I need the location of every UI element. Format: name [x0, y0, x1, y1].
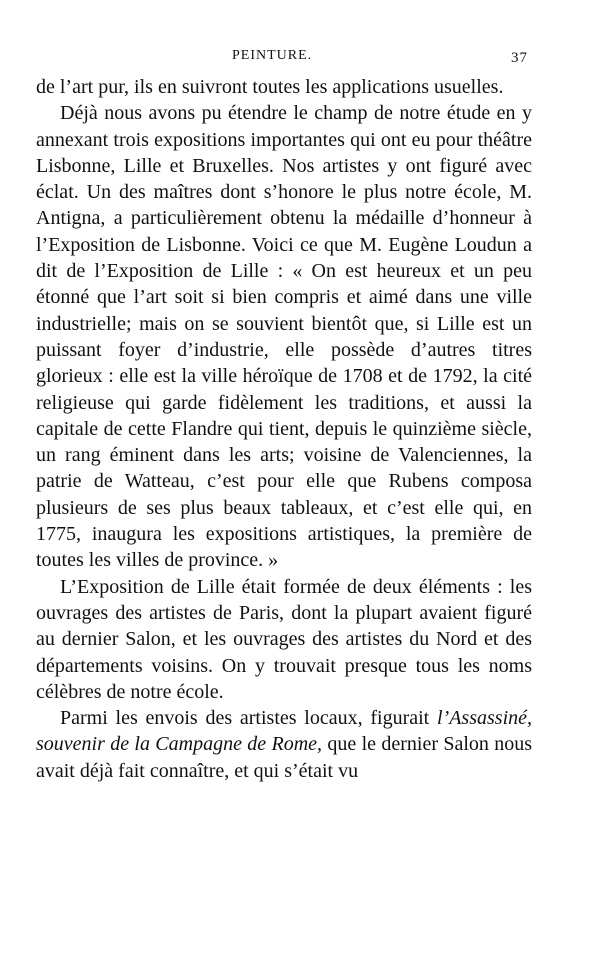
page-header [36, 44, 532, 70]
artwork-title: l’Assassiné, souvenir de la Campagne de Rome, [36, 707, 532, 756]
body-text [36, 74, 532, 784]
paragraph-envois-end: que le dernier Salon nous avait déjà fait connaître, et qui s’était vu [36, 733, 533, 782]
paragraph-envois [36, 705, 532, 784]
running-head: PEINTURE. [232, 48, 313, 63]
paragraph-expositions: Déjà nous avons pu étendre le champ de notre étude en y annexant trois expositions importantes qui ont eu pour théâtre Lisbonne, Lille et Bruxelles. Nos artistes y ont figuré avec éclat. Un des maîtres dont s’honore le plus notre école, M. Antigna, a particulièrement obtenu la médaille d’honneur à l’Exposition de Lisbonne. Voici ce que M. Eugène Loudun a dit de l’Exposition de Lille : « On est heureux et un peu étonné que l’art soit si bien compris et aimé dans une ville industrielle; mais on se souvient bientôt que, si Lille est un puissant foyer d’industrie, elle possède d’autres titres glorieux : elle est la ville héroïque de 1708 et de 1792, la cité religieuse qui garde fidèlement les traditions, et aussi la capitale de cette Flandre qui tient, depuis le quinzième siècle, un rang éminent dans les arts; voisine de Valenciennes, la patrie de Watteau, c’est pour elle que Rubens composa plusieurs de ses plus beaux tableaux, et c’est elle qui, en 1775, inaugura les expositions artistiques, la première de toutes les villes de province. » [36, 102, 532, 572]
paragraph-lille-exposition: L’Exposition de Lille était formée de deux éléments : les ouvrages des artistes de Paris, dont la plupart avaient figuré au dernier Salon, et les ouvrages des artistes du Nord et des départements voisins. On y trouvait presque tous les noms célèbres de notre école. [36, 575, 532, 703]
paragraph-envois-start: Parmi les envois des artistes locaux, figurait [60, 707, 437, 730]
paragraph-continuation: de l’art pur, ils en suivront toutes les applications usuelles. [36, 76, 504, 98]
book-page [36, 44, 532, 784]
page-number: 37 [511, 50, 528, 66]
